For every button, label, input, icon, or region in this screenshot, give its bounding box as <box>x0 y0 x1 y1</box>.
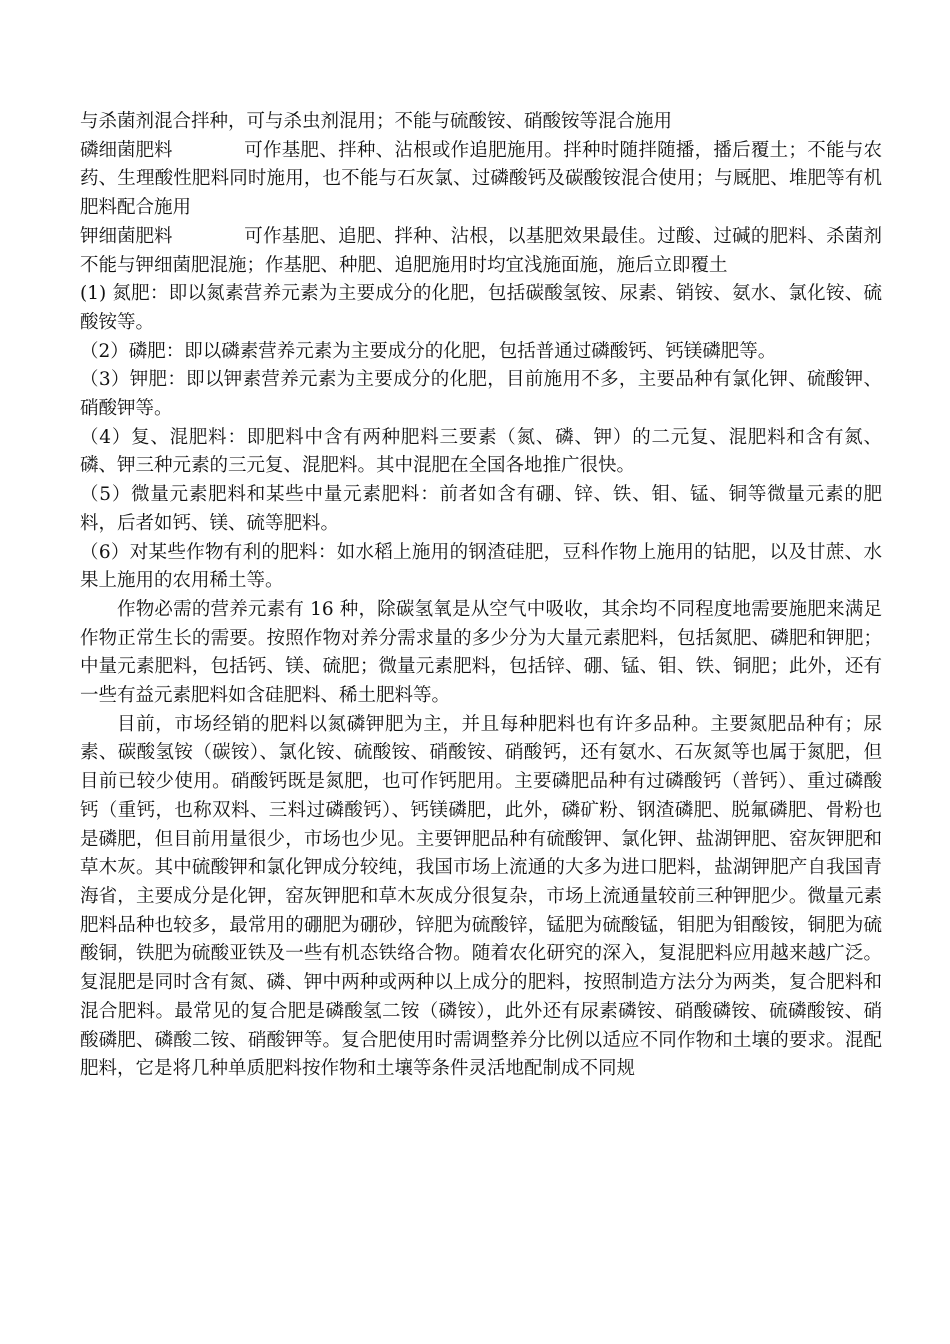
entry-name: 钾细菌肥料 <box>80 225 173 247</box>
list-item-potassium: （3）钾肥：即以钾素营养元素为主要成分的化肥，目前施用不多，主要品种有氯化钾、硫酸钾、硝酸钾等。 <box>80 369 882 420</box>
list-item-trace-elements: （5）微量元素肥料和某些中量元素肥料：前者如含有硼、锌、铁、钼、锰、铜等微量元素的肥料，后者如钙、镁、硫等肥料。 <box>80 484 882 534</box>
paragraph-nutrients: 作物必需的营养元素有 16 种，除碳氢氧是从空气中吸收，其余均不同程度地需要施肥来满足作物正常生长的需要。按照作物对养分需求量的多少分为大量元素肥料，包括氮肥、磷肥和钾肥；中量元素肥料，包括钙、镁、硫肥；微量元素肥料，包括锌、硼、锰、钼、铁、铜肥；此外，还有一些有益元素肥料如含硅肥料、稀土肥料等。 <box>80 598 882 707</box>
entry-text: 可作基肥、追肥、拌种、沾根，以基肥效果最佳。过酸、过碱的肥料、杀菌剂不能与钾细菌肥混施；作基肥、种肥、追肥施用时均宜浅施面施，施后立即覆土 <box>80 225 882 276</box>
paragraph-market: 目前，市场经销的肥料以氮磷钾肥为主，并且每种肥料也有许多品种。主要氮肥品种有；尿素、碳酸氢铵（碳铵）、氯化铵、硫酸铵、硝酸铵、硝酸钙，还有氨水、石灰氮等也属于氮肥，但目前已较少使用。硝酸钙既是氮肥，也可作钙肥用。主要磷肥品种有过磷酸钙（普钙）、重过磷酸钙（重钙，也称双料、三料过磷酸钙）、钙镁磷肥，此外，磷矿粉、钢渣磷肥、脱氟磷肥、骨粉也是磷肥，但目前用量很少，市场也少见。主要钾肥品种有硫酸钾、氯化钾、盐湖钾肥、窑灰钾肥和草木灰。其中硫酸钾和氯化钾成分较纯，我国市场上流通的大多为进口肥料，盐湖钾肥产自我国青海省，主要成分是化钾，窑灰钾肥和草木灰成分很复杂，市场上流通量较前三种钾肥少。微量元素肥料品种也较多，最常用的硼肥为硼砂，锌肥为硫酸锌，锰肥为硫酸锰，钼肥为钼酸铵，铜肥为硫酸铜，铁肥为硫酸亚铁及一些有机态铁络合物。随着农化研究的深入，复混肥料应用越来越广泛。复混肥是同时含有氮、磷、钾中两种或两种以上成分的肥料，按照制造方法分为两类，复合肥料和混合肥料。最常见的复合肥是磷酸氢二铵（磷铵），此外还有尿素磷铵、硝酸磷铵、硫磷酸铵、硝酸磷肥、磷酸二铵、硝酸钾等。复合肥使用时需调整养分比例以适应不同作物和土壤的要求。混配肥料，它是将几种单质肥料按作物和土壤等条件灵活地配制成不同规 <box>80 713 882 1080</box>
entry-text: 可作基肥、拌种、沾根或作追肥施用。拌种时随拌随播，播后覆土；不能与农药、生理酸性肥料同时施用，也不能与石灰氯、过磷酸钙及碳酸铵混合使用；与厩肥、堆肥等有机肥料配合施用 <box>80 139 882 219</box>
list-item-phosphate: （2）磷肥：即以磷素营养元素为主要成分的化肥，包括普通过磷酸钙、钙镁磷肥等。 <box>80 340 777 362</box>
list-item-nitrogen: (1) 氮肥：即以氮素营养元素为主要成分的化肥，包括碳酸氢铵、尿素、销铵、氨水、氯化铵、硫酸铵等。 <box>80 283 882 333</box>
entry-phosphate-bacteria <box>80 137 882 223</box>
entry-name: 磷细菌肥料 <box>80 139 173 161</box>
list-item-beneficial: （6）对某些作物有利的肥料：如水稻上施用的钢渣硅肥，豆科作物上施用的钴肥，以及甘蔗、水果上施用的农用稀土等。 <box>80 541 882 592</box>
document-page <box>80 108 882 1084</box>
fragment-top: 与杀菌剂混合拌种，可与杀虫剂混用；不能与硫酸铵、硝酸铵等混合施用 <box>80 111 673 132</box>
entry-potassium-bacteria <box>80 223 882 280</box>
list-item-compound: （4）复、混肥料：即肥料中含有两种肥料三要素（氮、磷、钾）的二元复、混肥料和含有氮、磷、钾三种元素的三元复、混肥料。其中混肥在全国各地推广很快。 <box>80 426 882 477</box>
